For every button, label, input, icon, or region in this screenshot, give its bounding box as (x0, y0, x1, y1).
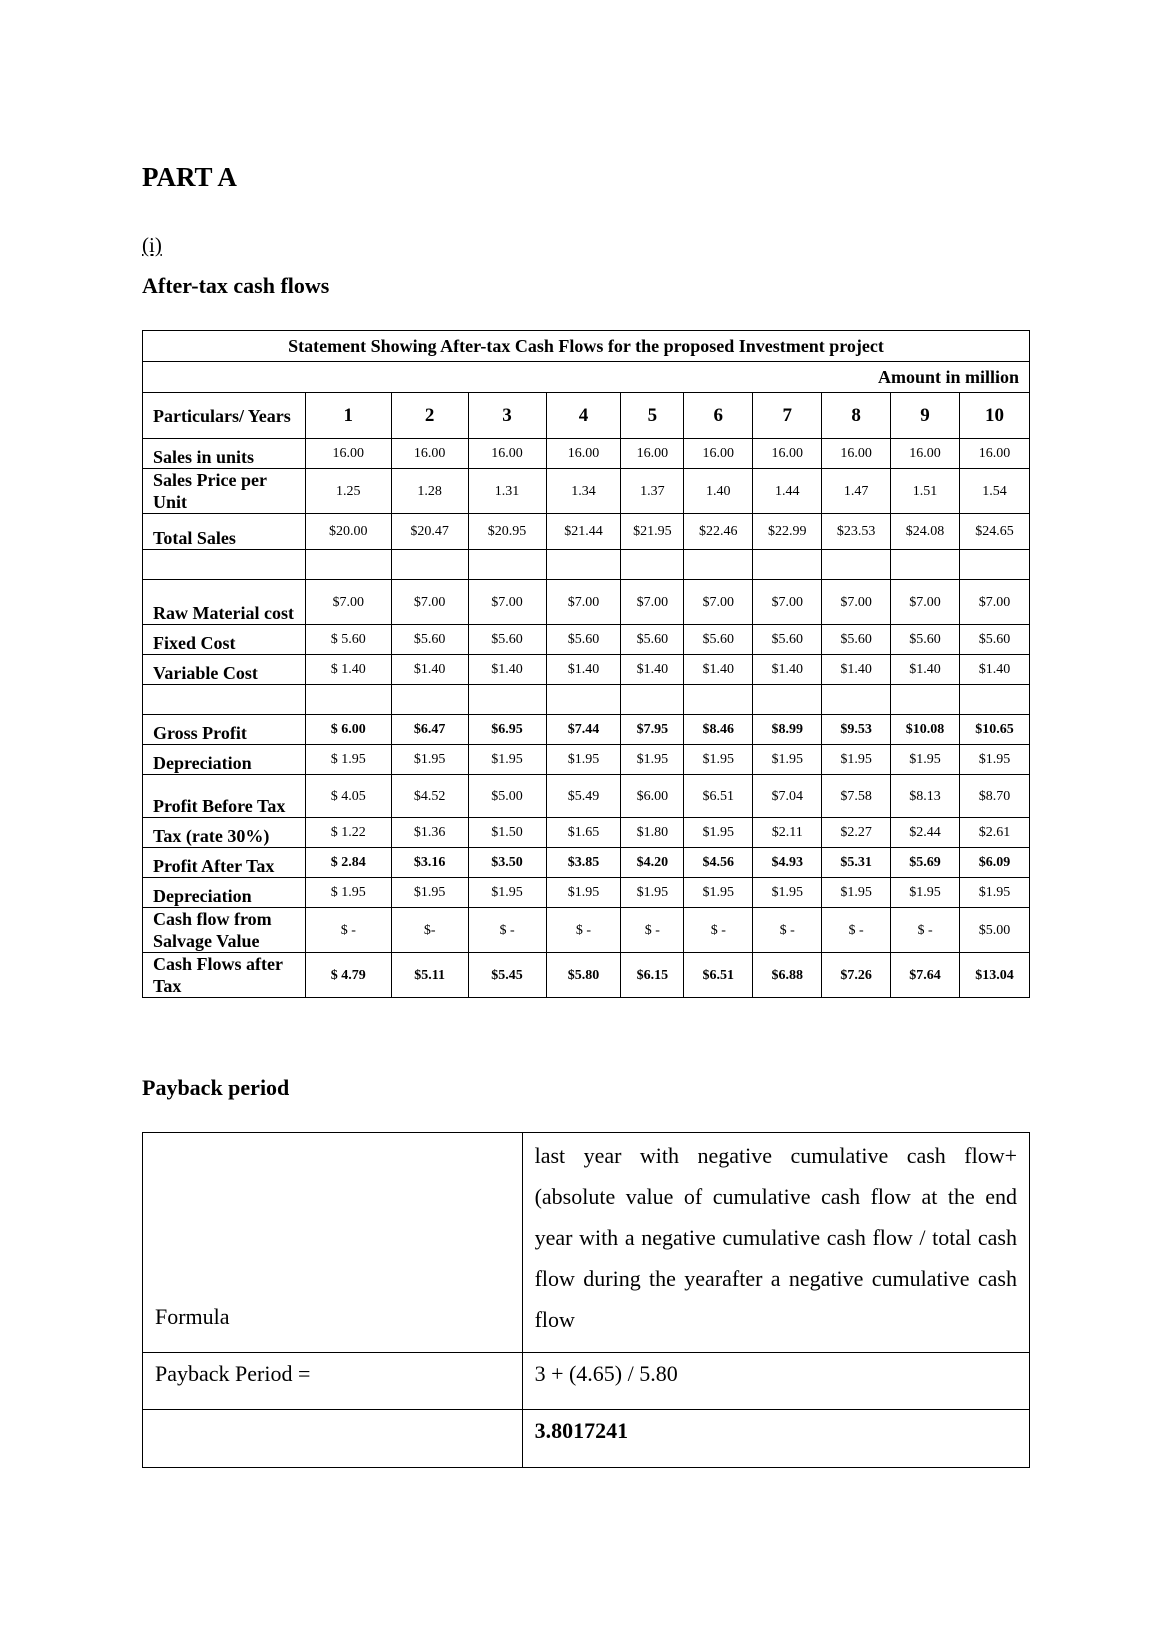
row-label: Sales Price per Unit (143, 469, 306, 514)
value-cell (391, 550, 468, 580)
row-label: Cash Flows after Tax (143, 953, 306, 998)
value-cell: $5.60 (468, 625, 546, 655)
result-label (143, 1410, 523, 1468)
value-cell: $1.95 (546, 745, 621, 775)
value-cell: 1.44 (753, 469, 822, 514)
value-cell (822, 550, 891, 580)
table-row (143, 745, 1030, 775)
value-cell: $1.40 (891, 655, 960, 685)
value-cell: $1.40 (621, 655, 684, 685)
value-cell: 1.40 (684, 469, 753, 514)
row-label: Cash flow from Salvage Value (143, 908, 306, 953)
value-cell: $4.93 (753, 848, 822, 878)
value-cell: 16.00 (822, 439, 891, 469)
value-cell: 16.00 (684, 439, 753, 469)
payback-table (142, 1132, 1030, 1468)
value-cell (822, 685, 891, 715)
blank-row (143, 550, 1030, 580)
value-cell: $6.88 (753, 953, 822, 998)
row-label: Raw Material cost (143, 580, 306, 625)
table-row (143, 908, 1030, 953)
value-cell: $1.40 (960, 655, 1030, 685)
payback-row (143, 1353, 1030, 1410)
value-cell: $7.95 (621, 715, 684, 745)
value-cell: $1.95 (468, 745, 546, 775)
value-cell: $1.95 (546, 878, 621, 908)
formula-text: last year with negative cumulative cash flow+ (absolute value of cumulative cash flow at the end year with a negative cumulative cash flow / total cash flow during the yearafter a negative cumulative cash flow (522, 1133, 1029, 1353)
value-cell (391, 685, 468, 715)
value-cell: $1.40 (468, 655, 546, 685)
value-cell: $1.95 (621, 745, 684, 775)
value-cell (684, 685, 753, 715)
value-cell: $1.65 (546, 818, 621, 848)
value-cell: $8.70 (960, 775, 1030, 818)
value-cell: $7.00 (546, 580, 621, 625)
value-cell: 1.54 (960, 469, 1030, 514)
value-cell: $23.53 (822, 514, 891, 550)
payback-heading: Payback period (142, 1075, 290, 1100)
value-cell: $5.11 (391, 953, 468, 998)
value-cell: $5.60 (546, 625, 621, 655)
value-cell: $5.80 (546, 953, 621, 998)
value-cell: $8.46 (684, 715, 753, 745)
year-header-cell: 3 (468, 393, 546, 439)
value-cell: $ - (468, 908, 546, 953)
value-cell: $3.16 (391, 848, 468, 878)
table-row (143, 775, 1030, 818)
value-cell: $5.60 (684, 625, 753, 655)
value-cell: $20.00 (305, 514, 391, 550)
value-cell: $5.60 (621, 625, 684, 655)
year-header-cell: 8 (822, 393, 891, 439)
value-cell: $5.00 (468, 775, 546, 818)
row-label: Sales in units (143, 439, 306, 469)
value-cell: 16.00 (621, 439, 684, 469)
value-cell: $7.00 (753, 580, 822, 625)
value-cell: 16.00 (891, 439, 960, 469)
row-label: Depreciation (143, 878, 306, 908)
row-label: Profit Before Tax (143, 775, 306, 818)
table-row (143, 878, 1030, 908)
value-cell: 1.51 (891, 469, 960, 514)
value-cell: $1.40 (546, 655, 621, 685)
value-cell (891, 550, 960, 580)
value-cell: $ - (621, 908, 684, 953)
payback-label: Payback Period = (143, 1353, 523, 1410)
value-cell (960, 550, 1030, 580)
year-header-cell: 10 (960, 393, 1030, 439)
formula-label: Formula (143, 1133, 523, 1353)
value-cell (546, 685, 621, 715)
value-cell: 16.00 (546, 439, 621, 469)
row-label: Variable Cost (143, 655, 306, 685)
value-cell: $1.95 (391, 878, 468, 908)
after-tax-heading: After-tax cash flows (142, 273, 330, 298)
value-cell: $7.26 (822, 953, 891, 998)
value-cell: $21.95 (621, 514, 684, 550)
value-cell: $6.47 (391, 715, 468, 745)
row-label (143, 685, 306, 715)
page-heading: PART A (142, 162, 237, 192)
value-cell: 1.25 (305, 469, 391, 514)
value-cell (305, 550, 391, 580)
value-cell: $1.95 (753, 745, 822, 775)
value-cell: $22.99 (753, 514, 822, 550)
value-cell (684, 550, 753, 580)
value-cell: $7.00 (305, 580, 391, 625)
value-cell (305, 685, 391, 715)
value-cell: $7.00 (891, 580, 960, 625)
value-cell: 16.00 (468, 439, 546, 469)
value-cell (753, 685, 822, 715)
value-cell: $ - (305, 908, 391, 953)
value-cell: $7.58 (822, 775, 891, 818)
value-cell: $1.36 (391, 818, 468, 848)
value-cell: $22.46 (684, 514, 753, 550)
table-row (143, 580, 1030, 625)
table-row (143, 715, 1030, 745)
value-cell: $3.50 (468, 848, 546, 878)
payback-expression: 3 + (4.65) / 5.80 (522, 1353, 1029, 1410)
value-cell (621, 550, 684, 580)
value-cell: $1.40 (822, 655, 891, 685)
year-header-cell: 7 (753, 393, 822, 439)
value-cell: $5.60 (753, 625, 822, 655)
value-cell: $5.60 (391, 625, 468, 655)
value-cell: $ 6.00 (305, 715, 391, 745)
value-cell: $ 5.60 (305, 625, 391, 655)
value-cell: $10.65 (960, 715, 1030, 745)
value-cell (621, 685, 684, 715)
row-label (143, 550, 306, 580)
value-cell: $ 4.79 (305, 953, 391, 998)
value-cell: $ - (891, 908, 960, 953)
value-cell: $5.69 (891, 848, 960, 878)
value-cell: $ 1.40 (305, 655, 391, 685)
value-cell: $21.44 (546, 514, 621, 550)
value-cell: $1.95 (753, 878, 822, 908)
value-cell: $6.51 (684, 953, 753, 998)
value-cell: $5.60 (891, 625, 960, 655)
value-cell: $20.95 (468, 514, 546, 550)
table-row (143, 655, 1030, 685)
row-label: Gross Profit (143, 715, 306, 745)
value-cell (891, 685, 960, 715)
value-cell: $ - (684, 908, 753, 953)
value-cell: $24.65 (960, 514, 1030, 550)
value-cell: 1.31 (468, 469, 546, 514)
value-cell (960, 685, 1030, 715)
unit-note: Amount in million (143, 362, 1030, 393)
value-cell: $1.40 (753, 655, 822, 685)
value-cell: $2.11 (753, 818, 822, 848)
value-cell: 16.00 (753, 439, 822, 469)
value-cell: $7.04 (753, 775, 822, 818)
value-cell: 16.00 (305, 439, 391, 469)
value-cell: $1.95 (960, 745, 1030, 775)
value-cell: $7.00 (960, 580, 1030, 625)
table-row (143, 625, 1030, 655)
value-cell (468, 550, 546, 580)
value-cell: $7.00 (684, 580, 753, 625)
value-cell: $2.61 (960, 818, 1030, 848)
value-cell: $5.49 (546, 775, 621, 818)
value-cell: 16.00 (960, 439, 1030, 469)
value-cell: $5.00 (960, 908, 1030, 953)
value-cell: $ 2.84 (305, 848, 391, 878)
cash-flow-table (142, 330, 1030, 998)
value-cell: $ 1.95 (305, 878, 391, 908)
table-row (143, 439, 1030, 469)
value-cell: $1.95 (684, 878, 753, 908)
row-label: Depreciation (143, 745, 306, 775)
value-cell: 1.28 (391, 469, 468, 514)
value-cell: $8.13 (891, 775, 960, 818)
value-cell: $1.40 (391, 655, 468, 685)
value-cell: $24.08 (891, 514, 960, 550)
year-header-cell: 6 (684, 393, 753, 439)
year-header-cell: 9 (891, 393, 960, 439)
row-label: Tax (rate 30%) (143, 818, 306, 848)
value-cell: $4.52 (391, 775, 468, 818)
value-cell: 1.34 (546, 469, 621, 514)
value-cell: $ - (753, 908, 822, 953)
value-cell: $1.95 (468, 878, 546, 908)
value-cell: 1.37 (621, 469, 684, 514)
value-cell: $1.95 (391, 745, 468, 775)
value-cell (546, 550, 621, 580)
value-cell: $5.60 (822, 625, 891, 655)
formula-row (143, 1133, 1030, 1353)
value-cell: $1.95 (960, 878, 1030, 908)
value-cell: $1.95 (822, 878, 891, 908)
value-cell: $6.51 (684, 775, 753, 818)
table-row (143, 514, 1030, 550)
value-cell: 16.00 (391, 439, 468, 469)
table-row (143, 848, 1030, 878)
row-label: Profit After Tax (143, 848, 306, 878)
value-cell: $7.00 (621, 580, 684, 625)
value-cell: $6.00 (621, 775, 684, 818)
value-cell: $6.15 (621, 953, 684, 998)
particulars-header: Particulars/ Years (143, 393, 306, 439)
blank-row (143, 685, 1030, 715)
value-cell: $ 1.95 (305, 745, 391, 775)
value-cell (753, 550, 822, 580)
value-cell: $1.95 (822, 745, 891, 775)
value-cell: $1.95 (891, 745, 960, 775)
year-header-cell: 5 (621, 393, 684, 439)
value-cell: $4.20 (621, 848, 684, 878)
value-cell: $1.95 (684, 745, 753, 775)
year-header-cell: 1 (305, 393, 391, 439)
value-cell: $8.99 (753, 715, 822, 745)
table-row (143, 953, 1030, 998)
value-cell: $1.80 (621, 818, 684, 848)
value-cell: 1.47 (822, 469, 891, 514)
value-cell: $1.40 (684, 655, 753, 685)
value-cell: $5.60 (960, 625, 1030, 655)
value-cell: $ - (546, 908, 621, 953)
value-cell: $7.00 (391, 580, 468, 625)
value-cell: $20.47 (391, 514, 468, 550)
value-cell: $1.95 (621, 878, 684, 908)
value-cell: $ 4.05 (305, 775, 391, 818)
table-title: Statement Showing After-tax Cash Flows for the proposed Investment project (143, 331, 1030, 362)
value-cell: $4.56 (684, 848, 753, 878)
value-cell: $2.44 (891, 818, 960, 848)
row-label: Total Sales (143, 514, 306, 550)
value-cell: $3.85 (546, 848, 621, 878)
result-row (143, 1410, 1030, 1468)
value-cell: $6.09 (960, 848, 1030, 878)
year-header-cell: 2 (391, 393, 468, 439)
table-row (143, 818, 1030, 848)
value-cell: $7.00 (822, 580, 891, 625)
value-cell: $9.53 (822, 715, 891, 745)
value-cell: $5.45 (468, 953, 546, 998)
value-cell: $- (391, 908, 468, 953)
value-cell: $6.95 (468, 715, 546, 745)
payback-result: 3.8017241 (522, 1410, 1029, 1468)
value-cell: $1.95 (891, 878, 960, 908)
section-marker: (i) (142, 233, 162, 257)
value-cell: $2.27 (822, 818, 891, 848)
value-cell: $7.44 (546, 715, 621, 745)
row-label: Fixed Cost (143, 625, 306, 655)
year-header-cell: 4 (546, 393, 621, 439)
value-cell: $5.31 (822, 848, 891, 878)
value-cell: $ 1.22 (305, 818, 391, 848)
table-row (143, 469, 1030, 514)
value-cell: $ - (822, 908, 891, 953)
value-cell: $10.08 (891, 715, 960, 745)
value-cell: $13.04 (960, 953, 1030, 998)
value-cell (468, 685, 546, 715)
value-cell: $1.50 (468, 818, 546, 848)
value-cell: $7.64 (891, 953, 960, 998)
value-cell: $1.95 (684, 818, 753, 848)
value-cell: $7.00 (468, 580, 546, 625)
